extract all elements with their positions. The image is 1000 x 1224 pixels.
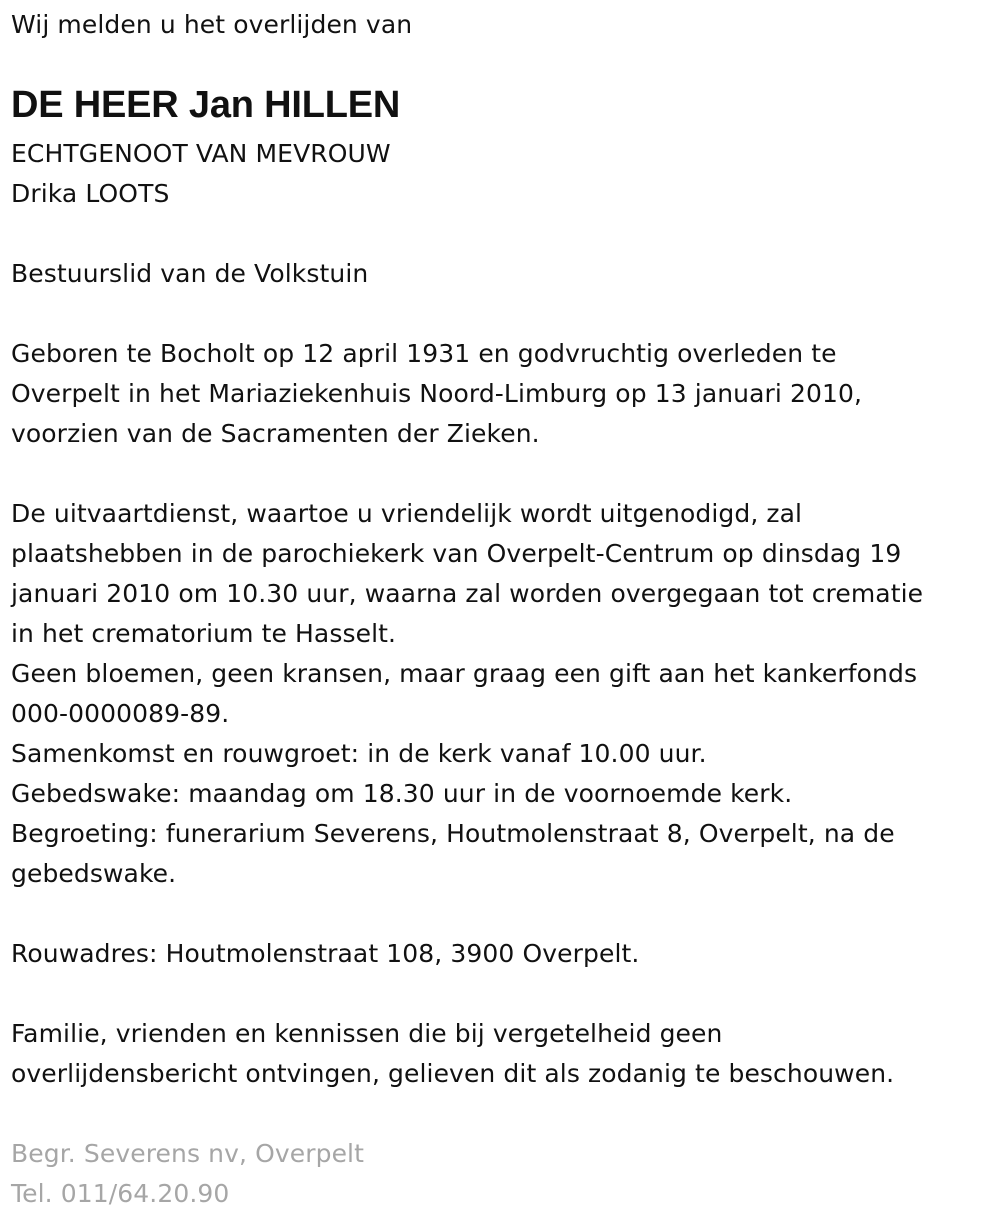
footer: [11, 1134, 364, 1214]
funeral-line: De uitvaartdienst, waartoe u vriendelijk wordt uitgenodigd, zal: [11, 499, 803, 528]
intro-section: [11, 5, 412, 45]
mourning-address-section: [11, 934, 639, 974]
greeting-line: gebedswake.: [11, 859, 177, 888]
funeral-line: plaatshebben in de parochiekerk van Overpelt-Centrum op dinsdag 19: [11, 539, 902, 568]
prayer-vigil-line: Gebedswake: maandag om 18.30 uur in de voornoemde kerk.: [11, 779, 793, 808]
greeting-line: Begroeting: funerarium Severens, Houtmolenstraat 8, Overpelt, na de: [11, 819, 895, 848]
flowers-line: Geen bloemen, geen kransen, maar graag een gift aan het kankerfonds: [11, 659, 918, 688]
deceased-name: DE HEER Jan HILLEN: [11, 84, 401, 126]
birth-line: voorzien van de Sacramenten der Zieken.: [11, 419, 540, 448]
intro-text: Wij melden u het overlijden van: [11, 10, 413, 39]
funeral-line: januari 2010 om 10.30 uur, waarna zal worden overgegaan tot crematie: [11, 579, 924, 608]
funeral-line: in het crematorium te Hasselt.: [11, 619, 397, 648]
family-line: Familie, vrienden en kennissen die bij vergetelheid geen: [11, 1019, 723, 1048]
spouse-name: Drika LOOTS: [11, 179, 170, 208]
mourning-address: Rouwadres: Houtmolenstraat 108, 3900 Overpelt.: [11, 939, 640, 968]
funeral-home-phone: Tel. 011/64.20.90: [11, 1179, 230, 1208]
role-text: Bestuurslid van de Volkstuin: [11, 259, 369, 288]
birth-line: Geboren te Bocholt op 12 april 1931 en godvruchtig overleden te: [11, 339, 837, 368]
family-section: [11, 1014, 894, 1094]
role-section: [11, 254, 368, 294]
account-number: 000-0000089-89.: [11, 699, 230, 728]
spouse-title: ECHTGENOOT VAN MEVROUW: [11, 139, 391, 168]
family-line: overlijdensbericht ontvingen, gelieven dit als zodanig te beschouwen.: [11, 1059, 895, 1088]
spouse-section: [11, 134, 391, 214]
funeral-section: [11, 494, 923, 894]
birth-death-section: [11, 334, 862, 454]
birth-line: Overpelt in het Mariaziekenhuis Noord-Limburg op 13 januari 2010,: [11, 379, 863, 408]
deceased-section: [11, 82, 400, 128]
gathering-line: Samenkomst en rouwgroet: in de kerk vanaf 10.00 uur.: [11, 739, 707, 768]
funeral-home-name: Begr. Severens nv, Overpelt: [11, 1139, 364, 1168]
